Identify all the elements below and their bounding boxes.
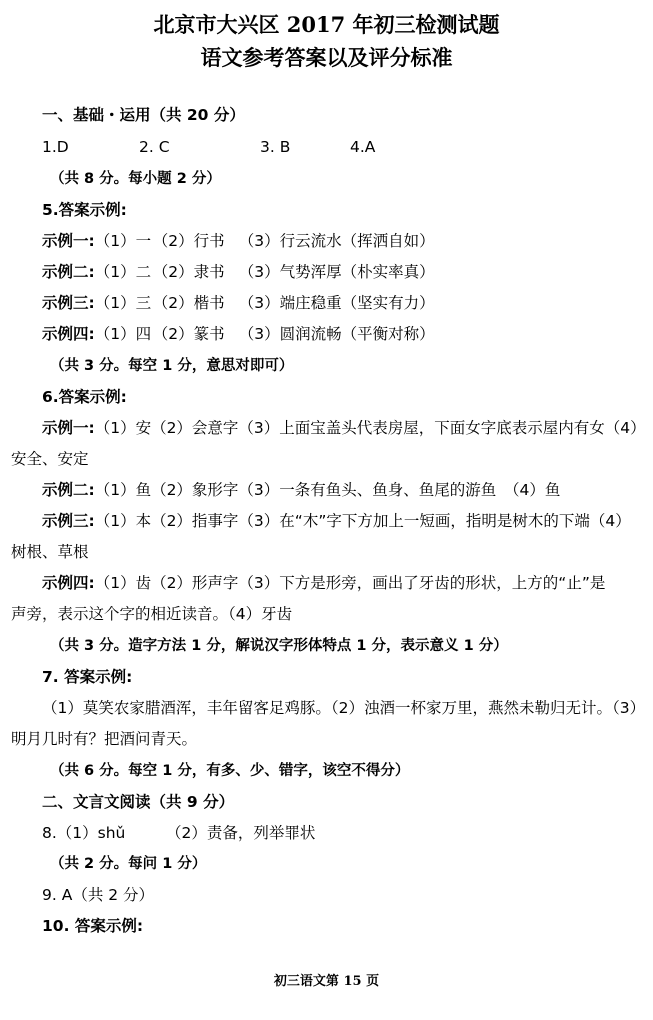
answer-4: 4.A [350,138,376,156]
q6-score-note: （共 3 分。造字方法 1 分，解说汉字形体特点 1 分，表示意义 1 分） [50,638,508,654]
q9-answer: 9. A（共 2 分） [42,886,155,904]
q7-label: 7. 答案示例: [42,668,133,686]
q6-label: 6.答案示例: [42,388,127,406]
q5-example-2: 示例二:（1）二 （2）隶书 （3）气势浑厚（朴实率真） [42,263,435,281]
q8-answer: 8.（1）shǔ （2）责备，列举罪状 [42,824,316,842]
q6-example-3-line2: 树根、草根 [11,543,89,561]
q5-example-3: 示例三:（1）三 （2）楷书 （3）端庄稳重（坚实有力） [42,294,435,312]
q6-example-3-line1: 示例三:（1）本（2）指事字（3）在“木”字下方加上一短画，指明是树木的下端（4） [42,512,631,530]
answer-1: 1.D [42,138,69,156]
q5-example-1: 示例一:（1）一 （2）行书 （3）行云流水（挥洒自如） [42,232,435,250]
q8-score-note: （共 2 分。每问 1 分） [50,856,207,872]
q7-line2: 明月几时有？把酒问青天。 [11,730,198,748]
q7-line1: （1）莫笑农家腊酒浑，丰年留客足鸡豚。（2）浊酒一杯家万里，燕然未勒归无计。（3） [42,699,646,717]
example-label: 示例三: [42,294,95,312]
answer-3: 3. B [260,138,291,156]
answer-2: 2. C [139,138,170,156]
q7-score-note: （共 6 分。每空 1 分，有多、少、错字，该空不得分） [50,763,410,779]
q6-example-1-line1: 示例一:（1）安（2）会意字（3）上面宝盖头代表房屋，下面女字底表示屋内有女（4） [42,419,646,437]
document-subtitle: 语文参考答案以及评分标准 [200,45,453,70]
q6-example-1-line2: 安全、安定 [11,450,89,468]
choice-answers [42,136,653,158]
q6-example-4-line1: 示例四:（1）齿（2）形声字（3）下方是形旁，画出了牙齿的形状，上方的“止”是 [42,574,606,592]
example-label: 示例二: [42,263,95,281]
q5-label: 5.答案示例: [42,201,127,219]
section2-heading: 二、文言文阅读（共 9 分） [42,793,235,811]
example-label: 示例一: [42,232,95,250]
q6-example-2: 示例二:（1）鱼（2）象形字（3）一条有鱼头、鱼身、鱼尾的游鱼 （4）鱼 [42,481,561,499]
q10-label: 10. 答案示例: [42,917,144,935]
choices-score-note: （共 8 分。每小题 2 分） [50,171,221,187]
document-title: 北京市大兴区 2017 年初三检测试题 [153,12,500,37]
section1-heading: 一、基础・运用（共 20 分） [42,106,245,124]
q6-example-4-line2: 声旁，表示这个字的相近读音。（4）牙齿 [11,605,293,623]
q5-example-4: 示例四:（1）四 （2）篆书 （3）圆润流畅（平衡对称） [42,325,435,343]
example-label: 示例四: [42,325,95,343]
q5-score-note: （共 3 分。每空 1 分，意思对即可） [50,358,294,374]
page-footer: 初三语文第 15 页 [273,974,380,989]
